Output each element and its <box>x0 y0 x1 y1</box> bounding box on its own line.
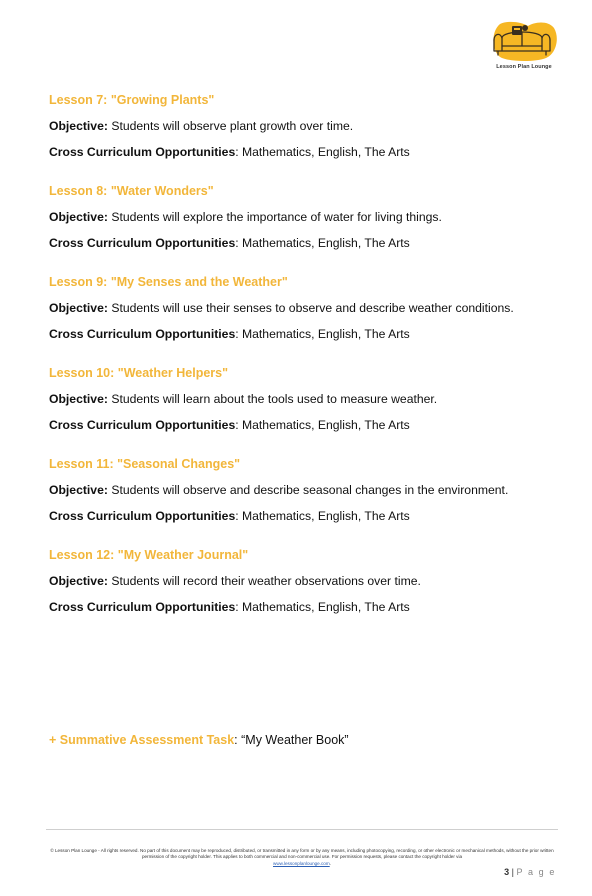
lesson-title: Lesson 9: "My Senses and the Weather" <box>49 275 288 289</box>
cross-curriculum-label: Cross Curriculum Opportunities <box>49 327 236 341</box>
lesson-cross-curriculum <box>49 508 559 524</box>
copyright-text: © Lesson Plan Lounge - All rights reserved. No part of this document may be reproduced, distributed, or transmitted in any form or by any means, including photocopying, recording, or other electronic or mechanical methods, without the prior written permission of the copyright holder. This applies to both commercial and non-commercial use. For permission requests, please contact the copyright holder via <box>50 848 554 860</box>
cross-curriculum-text: : Mathematics, English, The Arts <box>235 236 410 250</box>
lesson-title: Lesson 11: "Seasonal Changes" <box>49 457 241 471</box>
objective-label: Objective: <box>49 574 108 588</box>
lesson-objective <box>49 482 559 498</box>
objective-label: Objective: <box>49 301 108 315</box>
cross-curriculum-text: : Mathematics, English, The Arts <box>235 145 410 159</box>
objective-label: Objective: <box>49 210 108 224</box>
brand-logo <box>488 20 560 76</box>
lesson-objective <box>49 209 559 225</box>
page-label: P a g e <box>516 867 556 877</box>
cross-curriculum-text: : Mathematics, English, The Arts <box>235 600 410 614</box>
cross-curriculum-text: : Mathematics, English, The Arts <box>235 509 410 523</box>
objective-text: Students will explore the importance of water for living things. <box>107 210 442 224</box>
sofa-icon <box>488 20 560 64</box>
footer-divider <box>46 829 558 830</box>
website-link[interactable]: www.lessonplanlounge.com <box>273 860 330 866</box>
cross-curriculum-label: Cross Curriculum Opportunities <box>49 236 236 250</box>
lesson-cross-curriculum <box>49 144 559 160</box>
lesson-cross-curriculum <box>49 326 559 342</box>
summative-assessment <box>49 732 349 748</box>
lesson-8 <box>49 183 559 251</box>
lesson-title: Lesson 7: "Growing Plants" <box>49 93 215 107</box>
cross-curriculum-text: : Mathematics, English, The Arts <box>235 327 410 341</box>
lesson-12 <box>49 547 559 615</box>
objective-label: Objective: <box>49 119 108 133</box>
lesson-objective <box>49 391 559 407</box>
lesson-cross-curriculum <box>49 599 559 615</box>
lesson-7 <box>49 92 559 160</box>
summative-text: : “My Weather Book” <box>234 733 349 747</box>
lesson-11 <box>49 456 559 524</box>
objective-text: Students will observe and describe seasonal changes in the environment. <box>107 483 509 497</box>
lesson-objective <box>49 118 559 134</box>
objective-text: Students will observe plant growth over time. <box>107 119 354 133</box>
objective-text: Students will record their weather observations over time. <box>107 574 421 588</box>
lesson-title: Lesson 8: "Water Wonders" <box>49 184 214 198</box>
page-separator: | <box>509 867 517 877</box>
summative-label: + Summative Assessment Task <box>49 733 235 747</box>
lesson-cross-curriculum <box>49 235 559 251</box>
lesson-objective <box>49 300 559 316</box>
brand-name: Lesson Plan Lounge <box>496 64 552 70</box>
lesson-cross-curriculum <box>49 417 559 433</box>
objective-text: Students will use their senses to observe and describe weather conditions. <box>107 301 514 315</box>
lesson-title: Lesson 12: "My Weather Journal" <box>49 548 249 562</box>
objective-text: Students will learn about the tools used to measure weather. <box>107 392 438 406</box>
cross-curriculum-label: Cross Curriculum Opportunities <box>49 418 236 432</box>
lesson-list <box>49 92 559 638</box>
cross-curriculum-label: Cross Curriculum Opportunities <box>49 145 236 159</box>
objective-label: Objective: <box>49 483 108 497</box>
cross-curriculum-label: Cross Curriculum Opportunities <box>49 509 236 523</box>
cross-curriculum-text: : Mathematics, English, The Arts <box>235 418 410 432</box>
page-number <box>504 867 556 877</box>
page-number-value: 3 <box>504 867 510 877</box>
link-suffix: . <box>329 860 331 866</box>
lesson-objective <box>49 573 559 589</box>
objective-label: Objective: <box>49 392 108 406</box>
cross-curriculum-label: Cross Curriculum Opportunities <box>49 600 236 614</box>
lesson-10 <box>49 365 559 433</box>
footer-copyright <box>40 848 564 867</box>
lesson-title: Lesson 10: "Weather Helpers" <box>49 366 229 380</box>
lesson-9 <box>49 274 559 342</box>
